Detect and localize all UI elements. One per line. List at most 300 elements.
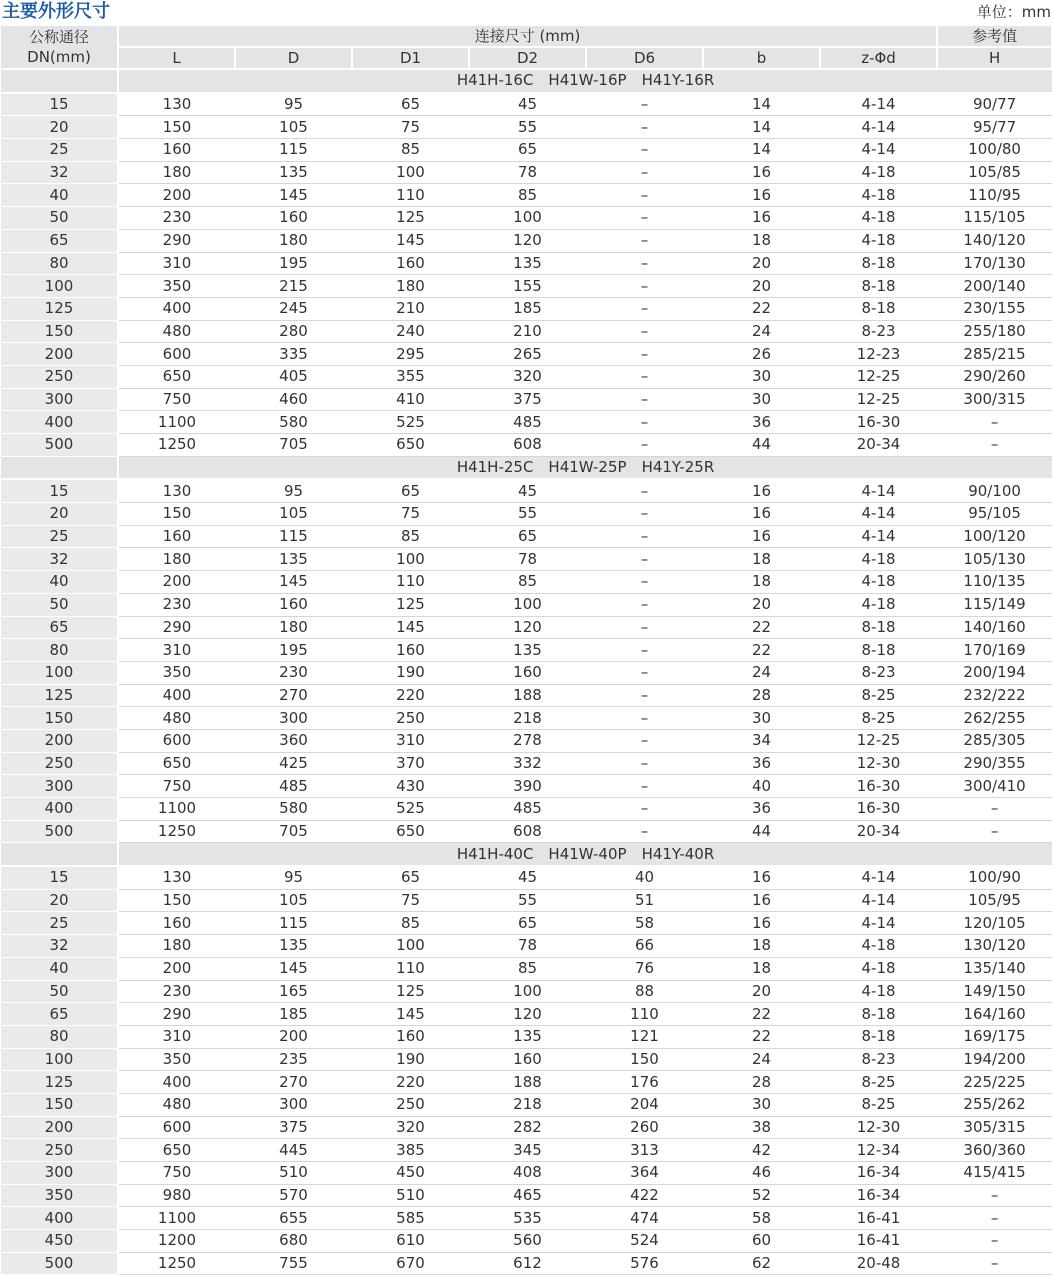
table-cell: 95 xyxy=(235,93,352,116)
table-cell: 18 xyxy=(703,935,820,958)
table-cell: – xyxy=(586,571,703,594)
table-cell: 16 xyxy=(703,207,820,230)
table-cell: 450 xyxy=(352,1162,469,1185)
table-cell: 52 xyxy=(703,1184,820,1207)
table-cell: 8-18 xyxy=(820,275,937,298)
dn-cell: 250 xyxy=(1,1139,118,1162)
table-cell: 135 xyxy=(235,161,352,184)
table-cell: 18 xyxy=(703,957,820,980)
table-cell: 16-30 xyxy=(820,411,937,434)
table-cell: – xyxy=(586,320,703,343)
table-cell: – xyxy=(937,434,1052,457)
table-cell: 34 xyxy=(703,729,820,752)
table-cell: 115 xyxy=(235,139,352,162)
dn-cell: 500 xyxy=(1,434,118,457)
table-cell: 230 xyxy=(118,207,235,230)
table-cell: 145 xyxy=(235,571,352,594)
model-group-label: H41H-25C H41W-25P H41Y-25R xyxy=(118,456,1052,479)
table-cell: 245 xyxy=(235,297,352,320)
table-cell: 1250 xyxy=(118,820,235,843)
table-cell: 750 xyxy=(118,775,235,798)
dn-cell: 80 xyxy=(1,639,118,662)
column-header-D1: D1 xyxy=(352,47,469,69)
table-cell: – xyxy=(586,548,703,571)
table-row xyxy=(1,1116,1052,1139)
table-cell: 100 xyxy=(469,207,586,230)
table-cell: 135 xyxy=(469,1025,586,1048)
table-cell: 85 xyxy=(469,184,586,207)
table-cell: – xyxy=(586,752,703,775)
table-cell: – xyxy=(937,411,1052,434)
table-cell: 120/105 xyxy=(937,912,1052,935)
table-cell: 705 xyxy=(235,820,352,843)
table-cell: 260 xyxy=(586,1116,703,1139)
table-cell: 200/194 xyxy=(937,661,1052,684)
table-cell: 310 xyxy=(118,252,235,275)
table-cell: 585 xyxy=(352,1207,469,1230)
table-cell: 8-25 xyxy=(820,1071,937,1094)
table-cell: 76 xyxy=(586,957,703,980)
table-cell: 410 xyxy=(352,388,469,411)
table-cell: 90/77 xyxy=(937,93,1052,116)
table-cell: 180 xyxy=(352,275,469,298)
table-cell: 66 xyxy=(586,935,703,958)
table-cell: – xyxy=(586,365,703,388)
dn-cell: 20 xyxy=(1,503,118,526)
table-cell: 485 xyxy=(469,411,586,434)
table-cell: 232/222 xyxy=(937,684,1052,707)
group-header-spacer xyxy=(1,456,118,479)
table-cell: 12-23 xyxy=(820,343,937,366)
table-cell: 65 xyxy=(469,912,586,935)
table-cell: 135 xyxy=(469,639,586,662)
table-cell: 110 xyxy=(352,571,469,594)
table-cell: 650 xyxy=(352,820,469,843)
dn-cell: 150 xyxy=(1,707,118,730)
table-cell: – xyxy=(586,775,703,798)
dn-cell: 32 xyxy=(1,161,118,184)
table-cell: 16 xyxy=(703,912,820,935)
table-row xyxy=(1,1207,1052,1230)
table-row xyxy=(1,320,1052,343)
table-cell: 200 xyxy=(118,571,235,594)
table-cell: 20 xyxy=(703,980,820,1003)
table-cell: 310 xyxy=(118,1025,235,1048)
table-cell: 18 xyxy=(703,548,820,571)
table-row xyxy=(1,1003,1052,1026)
table-cell: 290/355 xyxy=(937,752,1052,775)
table-cell: 218 xyxy=(469,1093,586,1116)
table-cell: 524 xyxy=(586,1230,703,1253)
dn-cell: 300 xyxy=(1,1162,118,1185)
table-cell: – xyxy=(586,297,703,320)
table-cell: 105 xyxy=(235,116,352,139)
table-cell: – xyxy=(586,616,703,639)
table-cell: 608 xyxy=(469,820,586,843)
table-cell: 430 xyxy=(352,775,469,798)
table-cell: 355 xyxy=(352,365,469,388)
table-cell: – xyxy=(586,434,703,457)
table-cell: 535 xyxy=(469,1207,586,1230)
table-cell: 255/180 xyxy=(937,320,1052,343)
table-cell: 230 xyxy=(118,593,235,616)
table-cell: 445 xyxy=(235,1139,352,1162)
table-cell: 332 xyxy=(469,752,586,775)
table-row xyxy=(1,116,1052,139)
table-cell: 40 xyxy=(703,775,820,798)
table-cell: 38 xyxy=(703,1116,820,1139)
table-cell: 290 xyxy=(118,1003,235,1026)
table-cell: 22 xyxy=(703,1025,820,1048)
dn-cell: 25 xyxy=(1,139,118,162)
table-cell: – xyxy=(586,411,703,434)
table-cell: 22 xyxy=(703,1003,820,1026)
table-cell: – xyxy=(586,116,703,139)
table-cell: 16-41 xyxy=(820,1207,937,1230)
table-cell: 16 xyxy=(703,184,820,207)
table-row xyxy=(1,503,1052,526)
table-row xyxy=(1,571,1052,594)
table-cell: 485 xyxy=(469,798,586,821)
table-cell: 160 xyxy=(118,912,235,935)
table-cell: 145 xyxy=(352,229,469,252)
table-cell: 145 xyxy=(235,184,352,207)
dn-cell: 40 xyxy=(1,957,118,980)
table-cell: – xyxy=(586,503,703,526)
table-cell: 364 xyxy=(586,1162,703,1185)
table-cell: 320 xyxy=(469,365,586,388)
table-cell: 160 xyxy=(118,139,235,162)
table-cell: 45 xyxy=(469,479,586,502)
table-cell: 95 xyxy=(235,866,352,889)
table-cell: 30 xyxy=(703,388,820,411)
dn-cell: 20 xyxy=(1,889,118,912)
table-cell: 46 xyxy=(703,1162,820,1185)
table-cell: 755 xyxy=(235,1252,352,1275)
dn-cell: 400 xyxy=(1,411,118,434)
table-cell: 188 xyxy=(469,1071,586,1094)
table-row xyxy=(1,593,1052,616)
table-cell: 270 xyxy=(235,684,352,707)
table-cell: 85 xyxy=(352,139,469,162)
table-cell: – xyxy=(586,388,703,411)
table-cell: 250 xyxy=(352,1093,469,1116)
table-cell: – xyxy=(937,798,1052,821)
table-cell: 16 xyxy=(703,479,820,502)
table-cell: 78 xyxy=(469,548,586,571)
table-cell: 185 xyxy=(235,1003,352,1026)
table-cell: 465 xyxy=(469,1184,586,1207)
table-row xyxy=(1,252,1052,275)
table-cell: 22 xyxy=(703,297,820,320)
table-cell: 28 xyxy=(703,1071,820,1094)
table-cell: 130 xyxy=(118,93,235,116)
table-cell: 980 xyxy=(118,1184,235,1207)
table-cell: 525 xyxy=(352,411,469,434)
table-cell: 4-18 xyxy=(820,957,937,980)
table-cell: 580 xyxy=(235,411,352,434)
dn-cell: 65 xyxy=(1,616,118,639)
dn-cell: 50 xyxy=(1,207,118,230)
dn-cell: 20 xyxy=(1,116,118,139)
connection-group-header: 连接尺寸 (mm) xyxy=(118,26,937,47)
dn-cell: 15 xyxy=(1,479,118,502)
table-cell: 650 xyxy=(118,1139,235,1162)
table-cell: 8-25 xyxy=(820,1093,937,1116)
table-cell: 370 xyxy=(352,752,469,775)
table-cell: 400 xyxy=(118,1071,235,1094)
table-cell: 100 xyxy=(469,980,586,1003)
table-cell: 105 xyxy=(235,889,352,912)
table-cell: 125 xyxy=(352,980,469,1003)
table-cell: 270 xyxy=(235,1071,352,1094)
table-cell: 44 xyxy=(703,820,820,843)
table-cell: 345 xyxy=(469,1139,586,1162)
table-cell: 1250 xyxy=(118,1252,235,1275)
table-cell: 285/215 xyxy=(937,343,1052,366)
table-cell: 485 xyxy=(235,775,352,798)
dn-cell: 450 xyxy=(1,1230,118,1253)
table-cell: 360/360 xyxy=(937,1139,1052,1162)
dn-cell: 250 xyxy=(1,365,118,388)
table-cell: 650 xyxy=(352,434,469,457)
table-row xyxy=(1,93,1052,116)
table-cell: 335 xyxy=(235,343,352,366)
table-cell: 375 xyxy=(469,388,586,411)
table-cell: 20-34 xyxy=(820,434,937,457)
table-cell: – xyxy=(586,161,703,184)
table-row xyxy=(1,1162,1052,1185)
table-cell: 235 xyxy=(235,1048,352,1071)
group-header-spacer xyxy=(1,69,118,93)
table-row xyxy=(1,616,1052,639)
table-row xyxy=(1,139,1052,162)
table-cell: 385 xyxy=(352,1139,469,1162)
table-cell: 4-14 xyxy=(820,116,937,139)
dn-cell: 15 xyxy=(1,93,118,116)
table-cell: – xyxy=(586,639,703,662)
table-cell: 95/105 xyxy=(937,503,1052,526)
table-cell: – xyxy=(586,707,703,730)
dn-cell: 350 xyxy=(1,1184,118,1207)
table-cell: 160 xyxy=(352,252,469,275)
table-cell: 300/410 xyxy=(937,775,1052,798)
table-cell: 65 xyxy=(469,139,586,162)
table-cell: 8-25 xyxy=(820,684,937,707)
table-cell: – xyxy=(586,479,703,502)
table-cell: 100 xyxy=(469,593,586,616)
table-row xyxy=(1,184,1052,207)
table-cell: 16-30 xyxy=(820,798,937,821)
table-cell: 250 xyxy=(352,707,469,730)
table-cell: 4-14 xyxy=(820,525,937,548)
table-cell: 78 xyxy=(469,935,586,958)
table-cell: 55 xyxy=(469,889,586,912)
table-cell: 135/140 xyxy=(937,957,1052,980)
table-cell: 130 xyxy=(118,479,235,502)
table-cell: 200 xyxy=(118,957,235,980)
table-cell: 422 xyxy=(586,1184,703,1207)
table-cell: 4-14 xyxy=(820,139,937,162)
dn-cell: 100 xyxy=(1,1048,118,1071)
dn-cell: 125 xyxy=(1,297,118,320)
table-cell: 65 xyxy=(352,866,469,889)
table-cell: 125 xyxy=(352,207,469,230)
table-cell: 55 xyxy=(469,503,586,526)
table-cell: 1250 xyxy=(118,434,235,457)
table-cell: 655 xyxy=(235,1207,352,1230)
table-cell: 560 xyxy=(469,1230,586,1253)
table-cell: 375 xyxy=(235,1116,352,1139)
table-cell: 145 xyxy=(235,957,352,980)
table-cell: 220 xyxy=(352,1071,469,1094)
table-cell: 120 xyxy=(469,616,586,639)
dn-cell: 100 xyxy=(1,661,118,684)
table-row xyxy=(1,548,1052,571)
table-cell: 16 xyxy=(703,866,820,889)
dn-column-header xyxy=(1,26,118,69)
table-cell: 8-23 xyxy=(820,661,937,684)
table-cell: 290 xyxy=(118,616,235,639)
table-cell: – xyxy=(586,343,703,366)
table-cell: 480 xyxy=(118,1093,235,1116)
table-cell: 180 xyxy=(118,161,235,184)
dn-cell: 125 xyxy=(1,1071,118,1094)
table-cell: 200/140 xyxy=(937,275,1052,298)
table-cell: 310 xyxy=(352,729,469,752)
dn-cell: 65 xyxy=(1,229,118,252)
table-cell: 220 xyxy=(352,684,469,707)
dn-cell: 32 xyxy=(1,935,118,958)
table-cell: 165 xyxy=(235,980,352,1003)
dn-label-line1: 公称通径 xyxy=(28,28,89,46)
table-cell: – xyxy=(586,525,703,548)
table-cell: 195 xyxy=(235,252,352,275)
table-cell: 12-25 xyxy=(820,388,937,411)
table-cell: 285/305 xyxy=(937,729,1052,752)
table-cell: 240 xyxy=(352,320,469,343)
table-cell: 110/95 xyxy=(937,184,1052,207)
table-cell: – xyxy=(937,1230,1052,1253)
table-cell: 1200 xyxy=(118,1230,235,1253)
dn-cell: 50 xyxy=(1,980,118,1003)
dn-cell: 32 xyxy=(1,548,118,571)
table-cell: 150 xyxy=(118,889,235,912)
table-cell: 170/130 xyxy=(937,252,1052,275)
dn-cell: 400 xyxy=(1,1207,118,1230)
reference-group-header: 参考值 xyxy=(937,26,1052,47)
table-cell: 88 xyxy=(586,980,703,1003)
table-cell: 290/260 xyxy=(937,365,1052,388)
dn-cell: 40 xyxy=(1,184,118,207)
dn-cell: 125 xyxy=(1,684,118,707)
table-cell: 612 xyxy=(469,1252,586,1275)
table-row xyxy=(1,411,1052,434)
table-cell: 194/200 xyxy=(937,1048,1052,1071)
table-cell: 525 xyxy=(352,798,469,821)
table-cell: 4-14 xyxy=(820,93,937,116)
dn-cell: 400 xyxy=(1,798,118,821)
table-body xyxy=(1,69,1052,1275)
table-cell: 400 xyxy=(118,297,235,320)
table-cell: 18 xyxy=(703,229,820,252)
table-cell: 12-25 xyxy=(820,365,937,388)
table-cell: 300 xyxy=(235,707,352,730)
table-cell: 100 xyxy=(352,161,469,184)
table-row xyxy=(1,707,1052,730)
table-cell: – xyxy=(937,1184,1052,1207)
dn-cell: 200 xyxy=(1,1116,118,1139)
table-row xyxy=(1,365,1052,388)
table-cell: 22 xyxy=(703,639,820,662)
table-cell: 350 xyxy=(118,661,235,684)
table-cell: 160 xyxy=(235,593,352,616)
table-cell: 8-23 xyxy=(820,320,937,343)
table-cell: – xyxy=(937,820,1052,843)
table-cell: 14 xyxy=(703,93,820,116)
table-cell: 30 xyxy=(703,1093,820,1116)
table-row xyxy=(1,866,1052,889)
dn-cell: 65 xyxy=(1,1003,118,1026)
dn-cell: 150 xyxy=(1,320,118,343)
table-cell: 130 xyxy=(118,866,235,889)
table-cell: 125 xyxy=(352,593,469,616)
group-header-row xyxy=(1,69,1052,93)
table-row xyxy=(1,661,1052,684)
table-cell: 4-18 xyxy=(820,184,937,207)
table-cell: 130/120 xyxy=(937,935,1052,958)
table-cell: 460 xyxy=(235,388,352,411)
table-row xyxy=(1,479,1052,502)
table-cell: 650 xyxy=(118,365,235,388)
column-header-D6: D6 xyxy=(586,47,703,69)
table-cell: 24 xyxy=(703,320,820,343)
table-cell: 115/149 xyxy=(937,593,1052,616)
table-row xyxy=(1,1252,1052,1275)
table-cell: 62 xyxy=(703,1252,820,1275)
table-cell: 215 xyxy=(235,275,352,298)
table-cell: 20 xyxy=(703,275,820,298)
table-cell: 608 xyxy=(469,434,586,457)
table-cell: 150 xyxy=(586,1048,703,1071)
table-row xyxy=(1,684,1052,707)
group-header-spacer xyxy=(1,843,118,866)
table-cell: 85 xyxy=(352,912,469,935)
table-row xyxy=(1,1025,1052,1048)
table-cell: 135 xyxy=(469,252,586,275)
table-cell: 180 xyxy=(118,935,235,958)
table-cell: 190 xyxy=(352,1048,469,1071)
table-cell: 78 xyxy=(469,161,586,184)
table-cell: 570 xyxy=(235,1184,352,1207)
table-cell: 290 xyxy=(118,229,235,252)
table-cell: 1100 xyxy=(118,1207,235,1230)
table-cell: 28 xyxy=(703,684,820,707)
table-cell: 4-14 xyxy=(820,866,937,889)
table-cell: 20-48 xyxy=(820,1252,937,1275)
dn-label-line2: DN(mm) xyxy=(27,48,91,66)
table-cell: 600 xyxy=(118,343,235,366)
table-cell: 140/160 xyxy=(937,616,1052,639)
table-cell: 169/175 xyxy=(937,1025,1052,1048)
table-cell: – xyxy=(586,275,703,298)
table-cell: 415/415 xyxy=(937,1162,1052,1185)
table-row xyxy=(1,343,1052,366)
table-cell: 120 xyxy=(469,1003,586,1026)
table-row xyxy=(1,275,1052,298)
dn-cell: 200 xyxy=(1,729,118,752)
dn-cell: 25 xyxy=(1,525,118,548)
